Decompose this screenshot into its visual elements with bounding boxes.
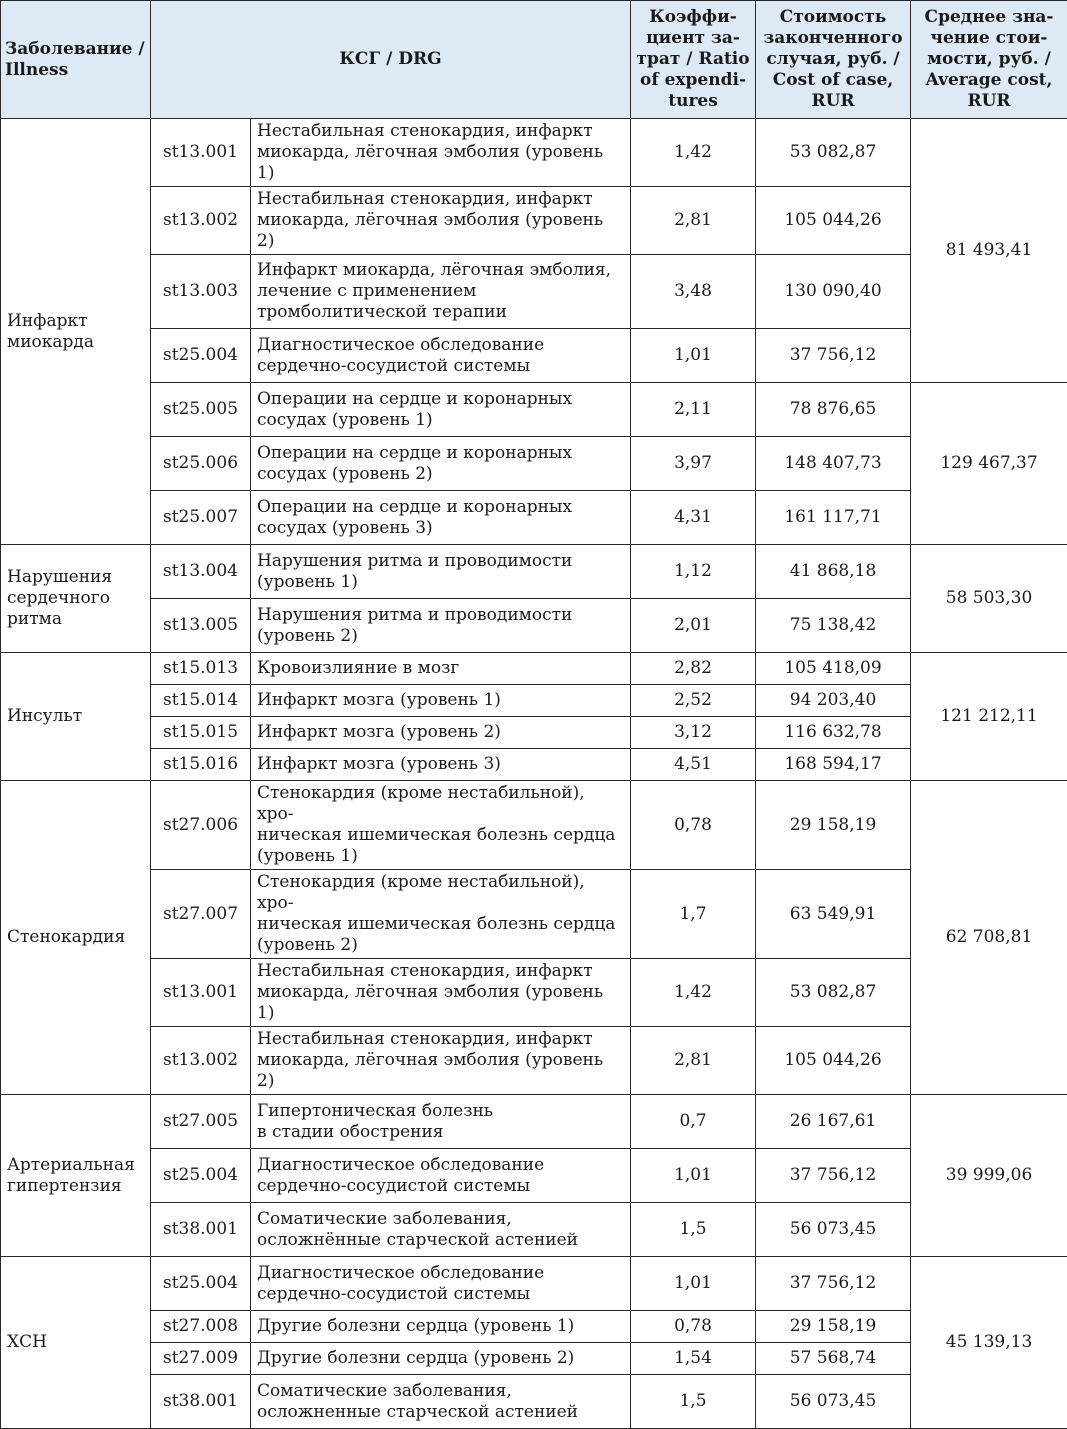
case-cost: 78 876,65: [756, 383, 911, 437]
illness-name: Артериальная гипертензия: [7, 1155, 135, 1196]
table-row: [1, 599, 1067, 653]
expenditure-ratio: 3,12: [631, 717, 756, 749]
drg-code: st25.004: [151, 329, 251, 383]
drg-description: Другие болезни сердца (уровень 1): [251, 1311, 631, 1343]
illness-name: Стенокардия: [7, 927, 125, 947]
drg-code: st13.002: [151, 1027, 251, 1095]
case-cost: 37 756,12: [756, 1257, 911, 1311]
drg-code: st13.002: [151, 187, 251, 255]
table-row: [1, 959, 1067, 1027]
case-cost: 63 549,91: [756, 870, 911, 959]
drg-code: st38.001: [151, 1375, 251, 1429]
illness-name: Нарушения сердечного ритма: [7, 567, 112, 629]
table-row: [1, 653, 1067, 685]
drg-code: st27.006: [151, 781, 251, 870]
drg-description: Нестабильная стенокардия, инфаркт миокарда, лёгочная эмболия (уровень 1): [251, 959, 631, 1027]
header-average-cost: Среднее зна- чение стои- мости, руб. / Average cost, RUR: [911, 1, 1067, 119]
header-illness: Заболевание / Illness: [1, 1, 151, 119]
case-cost: 53 082,87: [756, 119, 911, 187]
drg-description: Операции на сердце и коронарных сосудах (уровень 3): [251, 491, 631, 545]
drg-code: st15.015: [151, 717, 251, 749]
drg-description: Инфаркт мозга (уровень 2): [251, 717, 631, 749]
drg-code: st27.007: [151, 870, 251, 959]
drg-code: st25.007: [151, 491, 251, 545]
illness-cell: [1, 653, 151, 781]
header-ksg: КСГ / DRG: [151, 1, 631, 119]
case-cost: 105 044,26: [756, 1027, 911, 1095]
expenditure-ratio: 1,5: [631, 1203, 756, 1257]
illness-name: Инсульт: [7, 706, 82, 726]
drg-code: st15.016: [151, 749, 251, 781]
drg-code: st13.005: [151, 599, 251, 653]
expenditure-ratio: 2,11: [631, 383, 756, 437]
expenditure-ratio: 4,51: [631, 749, 756, 781]
table-row: [1, 1375, 1067, 1429]
table-row: [1, 1311, 1067, 1343]
average-cost: 39 999,06: [911, 1095, 1067, 1257]
expenditure-ratio: 1,01: [631, 1257, 756, 1311]
table-row: [1, 187, 1067, 255]
case-cost: 161 117,71: [756, 491, 911, 545]
drg-description: Инфаркт мозга (уровень 1): [251, 685, 631, 717]
expenditure-ratio: 1,7: [631, 870, 756, 959]
illness-name: Инфаркт миокарда: [7, 311, 94, 352]
case-cost: 29 158,19: [756, 1311, 911, 1343]
drg-description: Другие болезни сердца (уровень 2): [251, 1343, 631, 1375]
average-cost: 129 467,37: [911, 383, 1067, 545]
table-row: [1, 383, 1067, 437]
table-row: [1, 491, 1067, 545]
drg-description: Нестабильная стенокардия, инфаркт миокарда, лёгочная эмболия (уровень 1): [251, 119, 631, 187]
drg-code: st25.006: [151, 437, 251, 491]
table-row: [1, 329, 1067, 383]
table-row: [1, 1343, 1067, 1375]
illness-cell: [1, 119, 151, 545]
drg-description: Соматические заболевания, осложнённые старческой астенией: [251, 1203, 631, 1257]
case-cost: 105 044,26: [756, 187, 911, 255]
table-row: [1, 1257, 1067, 1311]
table-row: [1, 545, 1067, 599]
expenditure-ratio: 1,01: [631, 329, 756, 383]
expenditure-ratio: 1,42: [631, 119, 756, 187]
average-cost: 58 503,30: [911, 545, 1067, 653]
average-cost: 81 493,41: [911, 119, 1067, 383]
expenditure-ratio: 1,5: [631, 1375, 756, 1429]
expenditure-ratio: 0,7: [631, 1095, 756, 1149]
case-cost: 75 138,42: [756, 599, 911, 653]
expenditure-ratio: 4,31: [631, 491, 756, 545]
average-cost: 121 212,11: [911, 653, 1067, 781]
illness-cell: [1, 545, 151, 653]
expenditure-ratio: 1,01: [631, 1149, 756, 1203]
drg-code: st15.014: [151, 685, 251, 717]
expenditure-ratio: 2,01: [631, 599, 756, 653]
drg-code: st15.013: [151, 653, 251, 685]
expenditure-ratio: 2,81: [631, 187, 756, 255]
drg-description: Инфаркт мозга (уровень 3): [251, 749, 631, 781]
case-cost: 94 203,40: [756, 685, 911, 717]
expenditure-ratio: 1,54: [631, 1343, 756, 1375]
drg-description: Стенокардия (кроме нестабильной), хро- ническая ишемическая болезнь сердца (уровень 2): [251, 870, 631, 959]
drg-description: Диагностическое обследование сердечно-сосудистой системы: [251, 329, 631, 383]
case-cost: 57 568,74: [756, 1343, 911, 1375]
drg-description: Нестабильная стенокардия, инфаркт миокарда, лёгочная эмболия (уровень 2): [251, 187, 631, 255]
drg-description: Кровоизлияние в мозг: [251, 653, 631, 685]
drg-description: Диагностическое обследование сердечно-сосудистой системы: [251, 1149, 631, 1203]
drg-code: st27.009: [151, 1343, 251, 1375]
drg-description: Нарушения ритма и проводимости (уровень 2): [251, 599, 631, 653]
expenditure-ratio: 2,52: [631, 685, 756, 717]
case-cost: 41 868,18: [756, 545, 911, 599]
table-row: [1, 1027, 1067, 1095]
drg-description: Гипертоническая болезнь в стадии обострения: [251, 1095, 631, 1149]
expenditure-ratio: 0,78: [631, 781, 756, 870]
header-cost: Стоимость законченного случая, руб. / Cost of case, RUR: [756, 1, 911, 119]
average-cost: 45 139,13: [911, 1257, 1067, 1429]
drg-description: Нестабильная стенокардия, инфаркт миокарда, лёгочная эмболия (уровень 2): [251, 1027, 631, 1095]
expenditure-ratio: 2,82: [631, 653, 756, 685]
table-row: [1, 119, 1067, 187]
expenditure-ratio: 1,12: [631, 545, 756, 599]
illness-cell: [1, 1095, 151, 1257]
drg-code: st25.004: [151, 1149, 251, 1203]
drg-description: Операции на сердце и коронарных сосудах (уровень 1): [251, 383, 631, 437]
case-cost: 56 073,45: [756, 1375, 911, 1429]
case-cost: 37 756,12: [756, 1149, 911, 1203]
drg-code: st25.005: [151, 383, 251, 437]
drg-code: st13.004: [151, 545, 251, 599]
expenditure-ratio: 2,81: [631, 1027, 756, 1095]
table-row: [1, 1095, 1067, 1149]
drg-description: Диагностическое обследование сердечно-сосудистой системы: [251, 1257, 631, 1311]
expenditure-ratio: 3,48: [631, 255, 756, 329]
drg-code: st13.003: [151, 255, 251, 329]
drg-description: Соматические заболевания, осложненные старческой астенией: [251, 1375, 631, 1429]
illness-name: ХСН: [7, 1332, 47, 1352]
drg-description: Операции на сердце и коронарных сосудах (уровень 2): [251, 437, 631, 491]
table-row: [1, 1203, 1067, 1257]
table-row: [1, 255, 1067, 329]
table-row: [1, 870, 1067, 959]
table-row: [1, 749, 1067, 781]
drg-code: st27.005: [151, 1095, 251, 1149]
expenditure-ratio: 0,78: [631, 1311, 756, 1343]
case-cost: 56 073,45: [756, 1203, 911, 1257]
drg-code: st25.004: [151, 1257, 251, 1311]
drg-code: st13.001: [151, 119, 251, 187]
case-cost: 148 407,73: [756, 437, 911, 491]
table-row: [1, 717, 1067, 749]
drg-description: Инфаркт миокарда, лёгочная эмболия, лечение с применением тромболитической терапии: [251, 255, 631, 329]
illness-cell: [1, 781, 151, 1095]
case-cost: 26 167,61: [756, 1095, 911, 1149]
case-cost: 37 756,12: [756, 329, 911, 383]
header-row: [1, 1, 1067, 119]
case-cost: 53 082,87: [756, 959, 911, 1027]
case-cost: 168 594,17: [756, 749, 911, 781]
expenditure-ratio: 3,97: [631, 437, 756, 491]
illness-cell: [1, 1257, 151, 1429]
drg-code: st13.001: [151, 959, 251, 1027]
drg-description: Стенокардия (кроме нестабильной), хро- ническая ишемическая болезнь сердца (уровень 1): [251, 781, 631, 870]
table-row: [1, 437, 1067, 491]
table-row: [1, 1149, 1067, 1203]
average-cost: 62 708,81: [911, 781, 1067, 1095]
case-cost: 116 632,78: [756, 717, 911, 749]
table-row: [1, 781, 1067, 870]
drg-code: st27.008: [151, 1311, 251, 1343]
case-cost: 29 158,19: [756, 781, 911, 870]
case-cost: 105 418,09: [756, 653, 911, 685]
drg-code: st38.001: [151, 1203, 251, 1257]
table-row: [1, 685, 1067, 717]
expenditure-ratio: 1,42: [631, 959, 756, 1027]
header-ratio: Коэффи- циент за- трат / Ratio of expendi- tures: [631, 1, 756, 119]
drg-description: Нарушения ритма и проводимости (уровень 1): [251, 545, 631, 599]
case-cost: 130 090,40: [756, 255, 911, 329]
